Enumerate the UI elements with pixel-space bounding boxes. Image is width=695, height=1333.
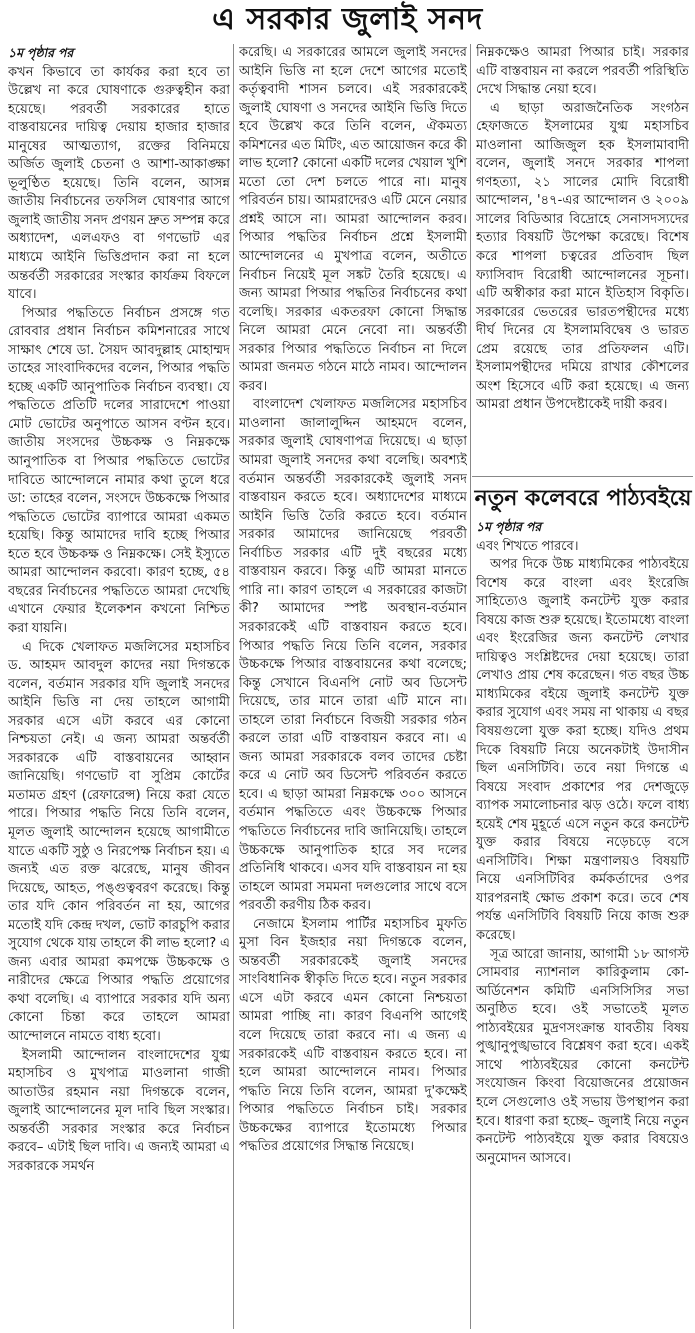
paragraph: কখন কিভাবে তা কার্যকর করা হবে তা উল্লেখ না করে ঘোষণাকে গুরুত্বহীন করা হয়েছে। পরবর্তী সরকারের হাতে বাস্তবায়নের দায়িত্ব দেয়ায় হাজার হাজার মানুষের আত্মত্যাগ, রক্তের বিনিময়ে অর্জিত জুলাই চেতনা ও আশা-আকাঙ্ক্ষা ভূলুণ্ঠিত হয়েছে। তিনি বলেন, আসন্ন জাতীয় নির্বাচনের তফসিল ঘোষণার আগে জুলাই জাতীয় সনদ প্রণয়ন দ্রুত সম্পন্ন করে অধ্যাদেশ, এলএফও বা গণভোট এর মাধ্যমে আইনি ভিত্তিপ্রদান করা না হলে অন্তর্বর্তী সরকারের সংস্কার কার্যক্রম বিফলে যাবে। <box>8 64 230 303</box>
paragraph: বাংলাদেশ খেলাফত মজলিসের মহাসচিব মাওলানা জালালুদ্দিন আহমদে বলেন, সরকার জুলাই ঘোষণাপত্র দিয়েছে। এ ছাড়া আমরা জুলাই সনদের কথা বলেছি। অবশ্যই বর্তমান অন্তর্বর্তী সরকারকেই জুলাই সনদ বাস্তবায়ন করতে হবে। অধ্যাদেশের মাধ্যমে আইনি ভিত্তি তৈরি করতে হবে। বর্তমান সরকার আমাদের জানিয়েছে পরবর্তী নির্বাচিত সরকার এটি দুই বছরের মধ্যে বাস্তবায়ন করবে। কিন্তু এটি আমরা মানতে পারি না। কারণ তাহলে এ সরকারের কাজটা কী? আমাদের স্পষ্ট অবস্থান-বর্তমান সরকারকেই এটি বাস্তবায়ন করতে হবে। পিআর পদ্ধতি নিয়ে তিনি বলেন, সরকার উচ্চকক্ষে পিআর বাস্তবায়নের কথা বলেছে; কিন্তু সেখানে বিএনপি নোট অব ডিসেন্ট দিয়েছে, তার মানে তারা এটি মানে না। তাহলে তারা নির্বাচনে বিজয়ী সরকার গঠন করলে তারা এটি বাস্তবায়ন করবে না। এ জন্য আমরা সরকারকে বলব তাদের চেষ্টা করে এ নোট অব ডিসেন্ট পরিবর্তন করতে হবে। এ ছাড়া আমরা নিম্নকক্ষে ৩০০ আসনে বর্তমান পদ্ধতিতে এবং উচ্চকক্ষে পিআর পদ্ধতিতে নির্বাচনের দাবি জানিয়েছি। তাহলে উচ্চকক্ষে আনুপাতিক হারে সব দলের প্রতিনিধি থাকবে। এসব যদি বাস্তবায়ন না হয় তাহলে আমরা সমমনা দলগুলোর সাথে বসে পরবর্তী করণীয় ঠিক করব। <box>239 397 467 914</box>
article2-column <box>476 518 689 1330</box>
continued-label: ১ম পৃষ্ঠার পর <box>476 519 542 534</box>
paragraph: নিম্নকক্ষেও আমরা পিআর চাই। সরকার এটি বাস্তবায়ন না করলে পরবর্তী পরিস্থিতি দেখে সিদ্ধান্ত নেয়া হবে। <box>476 45 689 98</box>
column-divider <box>233 44 234 1329</box>
article-headline: এ সরকার জুলাই সনদ <box>212 2 483 37</box>
paragraph: ইসলামী আন্দোলন বাংলাদেশের যুগ্ম মহাসচিব ও মুখপাত্র মাওলানা গাজী আতাউর রহমান নয়া দিগন্তকে বলেন, জুলাই আন্দোলনের মূল দাবি ছিল সংস্কার। অন্তর্বর্তী সরকার সংস্কার করে নির্বাচন করবে– এটাই ছিল দাবি। এ জন্যই আমরা এ সরকারকে সমর্থন <box>8 1047 230 1174</box>
article-column-1 <box>8 44 230 1329</box>
paragraph: পিআর পদ্ধতিতে নির্বাচন প্রসঙ্গে গত রোববার প্রধান নির্বাচন কমিশনারের সাথে সাক্ষাৎ শেষে ডা. সৈয়দ আবদুল্লাহ মোহাম্মদ তাহের সাংবাদিকদের বলেন, পিআর পদ্ধতি হচ্ছে একটি আনুপাতিক নির্বাচন ব্যবস্থা। যে পদ্ধতিতে প্রতিটি দলের সারাদেশে পাওয়া মোট ভোটের অনুপাতে আসন বণ্টন হবে। জাতীয় সংসদের উচ্চকক্ষ ও নিম্নকক্ষে আনুপাতিক বা পিআর পদ্ধতিতে ভোটের দাবিতে আন্দোলনে নামার কথা তুলে ধরে ডা: তাহের বলেন, সংসদে উচ্চকক্ষে পিআর পদ্ধতিতে ভোটের ব্যাপারে আমরা একমত হয়েছি। কিন্তু আমাদের দাবি হচ্ছে পিআর হতে হবে উচ্চকক্ষ ও নিম্নকক্ষে। সেই ইস্যুতে আমরা আন্দোলন করবো। কারণ হচ্ছে, ৫৪ বছরের নির্বাচনের পদ্ধতিতে আমরা দেখেছি এখানে ফেয়ার ইলেকশন কখনো নিশ্চিত করা যায়নি। <box>8 305 230 636</box>
paragraph: এ ছাড়া অরাজনৈতিক সংগঠন হেফাজতে ইসলামের যুগ্ম মহাসচিব মাওলানা আজিজুল হক ইসলামাবাদী বলেন, জুলাই সনদে সরকার শাপলা গণহত্যা, ২১ সালের মোদি বিরোধী আন্দোলন, '৪৭-এর আন্দোলন ও ২০০৯ সালের বিডিআর বিদ্রোহে সেনাসদস্যদের হত্যার বিষয়টি উপেক্ষা করেছে। বিশেষ করে শাপলা চত্বরের প্রতিবাদ ছিল ফ্যাসিবাদ বিরোধী আন্দোলনের সূচনা। এটি অস্বীকার করা মানে ইতিহাস বিকৃতি। সরকারের ভেতরের ভারতপন্থীদের মধ্যে দীর্ঘ দিনের যে ইসলামবিদ্বেষ ও ভারত প্রেম রয়েছে তার প্রতিফলন এটি। ইসলামপন্থীদের দমিয়ে রাখার কৌশলের অংশ হিসেবে এটি করা হয়েছে। এ জন্য আমরা প্রধান উপদেষ্টাকেই দায়ী করব। <box>476 100 689 413</box>
paragraph: নেজামে ইসলাম পার্টির মহাসচিব মুফতি মুসা বিন ইজহার নয়া দিগন্তকে বলেন, অন্তবর্তী সরকারকেই জুলাই সনদের সাংবিধানিক স্বীকৃতি দিতে হবে। নতুন সরকার এসে এটা করবে এমন কোনো নিশ্চয়তা আমরা পাচ্ছি না। কারণ বিএনপি আগেই বলে দিয়েছে তারা করবে না। এ জন্য এ সরকারকেই এটি বাস্তবায়ন করতে হবে। না হলে আমরা আন্দোলনে নামব। পিআর পদ্ধতি নিয়ে তিনি বলেন, আমরা দু'কক্ষেই পিআর পদ্ধতিতে নির্বাচন চাই। সরকার উচ্চকক্ষের ব্যাপারে ইতোমধ্যে পিআর পদ্ধতির প্রয়োগের সিদ্ধান্ত নিয়েছে। <box>239 916 467 1155</box>
paragraph: করেছি। এ সরকারের আমলে জুলাই সনদের আইনি ভিত্তি না হলে দেশে আগের মতোই কর্তৃত্ববাদী শাসন চলবে। এই সরকারকেই জুলাই ঘোষণা ও সনদের আইনি ভিত্তি দিতে হবে উল্লেখ করে তিনি বলেন, ঐকমত্য কমিশনের এত মিটিং, এত আয়োজন করে কী লাভ হলো? কোনো একটি দলের খেয়াল খুশি মতো তো দেশ চলতে পারে না। মানুষ পরিবর্তন চায়। আমরাদেরও এটি মেনে নেয়ার প্রশ্নই আসে না। আমরা আন্দোলন করব। পিআর পদ্ধতির নির্বাচন প্রশ্নে ইসলামী আন্দোলনের এ মুখপাত্র বলেন, অতীতে নির্বাচন নিয়েই মূল সঙ্কট তৈরি হয়েছে। এ জন্য আমরা পিআর পদ্ধতির নির্বাচনের কথা বলেছি। সরকার একতরফা কোনো সিদ্ধান্ত নিলে আমরা মেনে নেবো না। অন্তর্বর্তী সরকার পিআর পদ্ধতিতে নির্বাচন না দিলে আমরা জনমত গঠনে মাঠে নামব। আন্দোলন করব। <box>239 45 467 394</box>
paragraph: সূত্র আরো জানায়, আগামী ১৮ আগস্ট সোমবার ন্যাশনাল কারিকুলাম কো-অর্ডিনেশন কমিটি এনসিসিসির সভা অনুষ্ঠিত হবে। ওই সভাতেই মূলত পাঠ্যবইয়ের মুদ্রণসংক্রান্ত যাবতীয় বিষয় পুঙ্খানুপুঙ্খভাবে বিশ্লেষণ করা হবে। একই সাথে পাঠ্যবইয়ের কোনো কনটেন্ট সংযোজন কিংবা বিয়োজনের প্রয়োজন হলে সেগুলোও ওই সভায় উপস্থাপন করা হবে। ধারণা করা হচ্ছে– জুলাই নিয়ে নতুন কনটেন্ট পাঠ্যবইয়ে যুক্ত করার বিষয়েও অনুমোদন আসবে। <box>476 946 689 1166</box>
paragraph: এবং শিখতে পারবে। <box>476 538 579 554</box>
continued-label: ১ম পৃষ্ঠার পর <box>8 45 74 60</box>
article2-headline: নতুন কলেবরে পাঠ্যবইয়ে <box>474 485 692 511</box>
article-column-2 <box>239 44 467 1329</box>
article-column-3 <box>476 44 689 478</box>
paragraph: অপর দিকে উচ্চ মাধ্যমিকের পাঠ্যবইয়ে বিশেষ করে বাংলা এবং ইংরেজি সাহিত্যেও জুলাই কনটেন্ট যুক্ত করার বিষয়ে কাজ শুরু হয়েছে। ইতোমধ্যে বাংলা এবং ইংরেজির জন্য কনটেন্ট লেখার দায়িত্বও সংশ্লিষ্টদের দেয়া হয়েছে। তারা লেখাও প্রায় শেষ করেছেন। গত বছর উচ্চ মাধ্যমিকের বইয়ে জুলাই কনটেন্ট যুক্ত করার সুযোগ এবং সময় না থাকায় এ বছর বিষয়গুলো যুক্ত করা হচ্ছে। যদিও প্রথম দিকে বিষয়টি নিয়ে অনেকটাই উদাসীন ছিল এনসিটিবি। তবে নয়া দিগন্তে এ বিষয়ে সংবাদ প্রকাশের পর দেশজুড়ে ব্যাপক সমালোচনার ঝড় ওঠে। ফলে বাধ্য হয়েই শেষ মুহূর্তে এসে নতুন করে কনটেন্ট যুক্ত করার বিষয়ে নড়েচড়ে বসে এনসিটিবি। শিক্ষা মন্ত্রণালয়ও বিষয়টি নিয়ে এনসিটিবির কর্মকর্তাদের ওপর যারপরনাই ক্ষোভ প্রকাশ করে। তবে শেষ পর্যন্ত এনসিটিবি বিষয়টি নিয়ে কাজ শুরু করেছে। <box>476 557 689 944</box>
paragraph: এ দিকে খেলাফত মজলিসের মহাসচিব ড. আহমদ আবদুল কাদের নয়া দিগন্তকে বলেন, বর্তমান সরকার যদি জুলাই সনদের আইনি ভিত্তি না দেয় তাহলে আগামী সরকার এসে এটা করবে এর কোনো নিশ্চয়তা নেই। এ জন্য আমরা অন্তর্বর্তী সরকারকে এটি বাস্তবায়নের আহ্বান জানিয়েছি। গণভোট বা সুপ্রিম কোর্টের মতামত গ্রহণ (রেফারেন্স) নিয়ে করা যেতে পারে। পিআর পদ্ধতি নিয়ে তিনি বলেন, মূলত জুলাই আন্দোলন হয়েছে আগামীতে যাতে একটি সুষ্ঠু ও নিরপেক্ষ নির্বাচন হয়। এ জন্যই এত রক্ত ঝরেছে, মানুষ জীবন দিয়েছে, আহত, পঙ্গুত্ববরণ করেছে। কিন্তু তার যদি কোন পরিবর্তন না হয়, আগের মতোই যদি কেন্দ্র দখল, ভোট কারচুপি করার সুযোগ থেকে যায় তাহলে কী লাভ হলো? এ জন্য এবার আমরা কমপক্ষে উচ্চকক্ষে ও নারীদের ক্ষেত্রে পিআর পদ্ধতি প্রয়োগের কথা বলেছি। এ ব্যাপারে সরকার যদি অন্য কোনো চিন্তা করে তাহলে আমরা আন্দোলনে নামতে বাধ্য হবো। <box>8 639 230 1044</box>
column-divider <box>470 44 471 1329</box>
